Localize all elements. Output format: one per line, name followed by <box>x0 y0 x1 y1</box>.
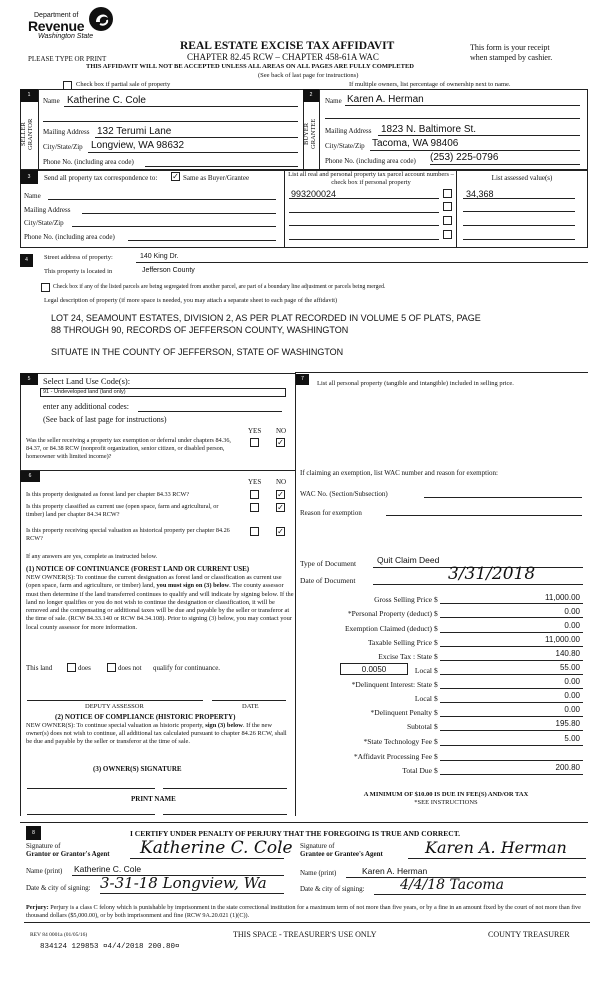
seller-city-line <box>88 152 298 153</box>
buyer-name-field[interactable]: Karen A. Herman <box>347 94 424 105</box>
form-title: REAL ESTATE EXCISE TAX AFFIDAVIT <box>180 40 395 52</box>
yes-header-6: YES <box>248 478 262 486</box>
doc-type-label: Type of Document <box>300 559 357 568</box>
treasurer-stamp: 834124 129853 ¤4/4/2018 200.80¤ <box>40 943 180 951</box>
grantee-sig-label: Signature of Grantee or Grantee's Agent <box>300 842 383 858</box>
wac-field[interactable] <box>424 497 582 498</box>
additional-codes-label: enter any additional codes: <box>43 402 129 411</box>
personal-property-deduct-label: *Personal Property (deduct) <box>347 609 432 618</box>
currency-sign: $ <box>434 708 438 717</box>
amount-line <box>440 674 583 675</box>
seller-mailing-field[interactable]: 132 Terumi Lane <box>97 126 172 137</box>
current-use-question: Is this property classified as current use (open space, farm and agricultural, or timber) land per chapter 84.34 RCW? <box>26 503 219 518</box>
historic-yes-checkbox[interactable] <box>250 527 259 536</box>
taxable-selling-price-value[interactable]: 11,000.00 <box>545 635 580 644</box>
corr-name-label: Name <box>24 192 41 200</box>
corr-mailing-line <box>82 213 276 214</box>
logo-line1: Department of <box>34 12 79 19</box>
amount-line <box>440 730 583 731</box>
buyer-phone-line <box>430 164 580 165</box>
exemption-no-checkbox[interactable]: ✓ <box>277 438 284 447</box>
seller-mailing-label: Mailing Address <box>43 128 90 136</box>
amount-line <box>440 603 583 604</box>
delinquent-interest-local-label: Local <box>414 694 432 703</box>
amount-line <box>440 760 583 761</box>
currency-sign: $ <box>434 737 438 746</box>
grantor-date-city[interactable]: 3-31-18 Longview, Wa <box>100 874 267 892</box>
currency-sign: $ <box>434 766 438 775</box>
forest-no-checkbox[interactable]: ✓ <box>277 490 284 499</box>
notice2-title: (2) NOTICE OF COMPLIANCE (HISTORIC PROPERTY) <box>55 713 236 721</box>
logo-line2: Revenue <box>28 18 85 34</box>
excise-tax-state-label: Excise Tax : State <box>378 652 432 661</box>
deputy-assessor-label: DEPUTY ASSESSOR <box>85 703 144 710</box>
grantor-signature[interactable]: Katherine C. Cole <box>140 838 293 858</box>
reason-field[interactable] <box>386 515 582 516</box>
grantee-print-label: Name (print) <box>300 869 337 877</box>
amount-line <box>440 660 583 661</box>
delinquent-penalty-label: *Delinquent Penalty <box>370 708 432 717</box>
minimum-due-note: A MINIMUM OF $10.00 IS DUE IN FEE(S) AND/OR TAX <box>363 791 529 798</box>
state-technology-fee-value[interactable]: 5.00 <box>564 734 580 743</box>
exemption-question: Was the seller receiving a property tax exemption or deferral under chapters 84.36, 84.37, or 84.38 RCW (nonprofit organization, senior citizen, or disabled person, homeowner with limited income)? <box>26 437 231 460</box>
buyer-city-label: City/State/Zip <box>325 142 365 150</box>
buyer-mailing-field[interactable]: 1823 N. Baltimore St. <box>381 124 477 135</box>
seller-side-label: SELLER GRANTOR <box>20 118 34 150</box>
continuance-does-checkbox[interactable] <box>67 663 76 672</box>
corr-city-line <box>72 226 276 227</box>
current-use-yes-checkbox[interactable] <box>250 503 259 512</box>
assessed-line-2 <box>463 211 575 212</box>
section-2-badge: 2 <box>303 89 319 102</box>
land-use-label: Select Land Use Code(s): <box>43 376 131 386</box>
grantor-sig-label: Signature of Grantor or Grantor's Agent <box>26 842 110 858</box>
additional-codes-line[interactable] <box>138 411 282 412</box>
assessor-date-line[interactable] <box>212 700 286 701</box>
buyer-city-field[interactable]: Tacoma, WA 98406 <box>372 138 459 149</box>
assessor-date-label: DATE <box>242 703 259 710</box>
located-label: This property is located in <box>44 268 113 275</box>
same-as-buyer-label: Same as Buyer/Grantee <box>183 174 250 182</box>
legal-label: Legal description of property (if more space is needed, you may attach a separate sheet to each page of the affidavit) <box>44 297 338 304</box>
logo-line3: Washington State <box>38 33 94 40</box>
see-instructions-note: *SEE INSTRUCTIONS <box>414 799 478 806</box>
buyer-name-label: Name <box>325 97 342 105</box>
currency-sign: $ <box>434 680 438 689</box>
notice1-body: NEW OWNER(S): To continue the current designation as forest land or classification as current use (open space, farm and agriculture, or timber) land, you must sign on (3) below. The county assessor must then determine if the land transferred continues to qualify and will indicate by signing below. If the land no longer qualifies or you do not wish to continue the designation or classification, it will be removed and the compensating or additional taxes will be due and payable by the seller or transferor at the time of sale. (RCW 84.33.140 or RCW 84.34.108). Prior to signing (3) below, you may contact your local county assessor for more information. <box>26 574 294 631</box>
currency-sign: $ <box>434 694 438 703</box>
land-use-see-back: (See back of last page for instructions) <box>43 415 167 424</box>
buyer-name-line <box>345 105 580 106</box>
total-due-value[interactable]: 200.80 <box>555 763 580 772</box>
grantee-date-label: Date & city of signing: <box>300 885 365 893</box>
street-field[interactable]: 140 King Dr. <box>140 253 179 260</box>
section-3-badge: 3 <box>20 170 38 184</box>
section-4-badge: 4 <box>20 254 33 267</box>
local-rate-field[interactable]: 0.0050 <box>340 663 408 675</box>
buyer-city-line <box>370 150 580 151</box>
amount-line <box>440 632 583 633</box>
grantee-signature[interactable]: Karen A. Herman <box>425 838 567 857</box>
perjury-notice: Perjury: Perjury is a class C felony which is punishable by imprisonment in the state correctional institution for a maximum term of not more than five years, or by a fine in an amount fixed by the court of not more than five thousand dollars ($5,000.00), or by both imprisonment and fine (RCW 9A.20.021 (1)(C)). <box>26 904 581 919</box>
exemption-yes-checkbox[interactable] <box>250 438 259 447</box>
continuance-does-not-checkbox[interactable] <box>107 663 116 672</box>
street-label: Street address of property: <box>44 254 113 261</box>
receipt-line2: when stamped by cashier. <box>470 53 553 62</box>
amount-line <box>440 774 583 775</box>
land-use-select[interactable]: 91 - Undeveloped land (land only) <box>40 388 286 397</box>
currency-sign: $ <box>434 609 438 618</box>
corr-mailing-label: Mailing Address <box>24 206 71 214</box>
dor-logo <box>28 6 120 44</box>
receipt-line1: This form is your receipt <box>470 43 550 52</box>
grantee-signature-line <box>408 858 586 859</box>
corr-phone-line <box>128 240 276 241</box>
legal-description-line1[interactable]: LOT 24, SEAMOUNT ESTATES, DIVISION 2, AS PER PLAT RECORDED IN VOLUME 5 OF PLATS, PAGE <box>51 313 481 323</box>
section-1-badge: 1 <box>20 89 38 102</box>
parcel-line-2 <box>289 212 439 213</box>
parcel-personal-checkbox-4[interactable] <box>443 230 452 239</box>
grantor-signature-line <box>130 858 284 859</box>
subtotal-label: Subtotal <box>406 722 432 731</box>
wac-label: WAC No. (Section/Subsection) <box>300 490 388 498</box>
doc-date-field[interactable]: 3/31/2018 <box>448 564 536 584</box>
certify-statement: I CERTIFY UNDER PENALTY OF PERJURY THAT THE FOREGOING IS TRUE AND CORRECT. <box>130 829 461 838</box>
street-line <box>136 262 588 263</box>
notice2-body: NEW OWNER(S): To continue special valuation as historic property, sign (3) below. If the new owner(s) does not wish to continue, all additional tax calculated pursuant to chapter 84.26 RCW, shall be due and payable by the seller or transferor at the time of sale. <box>26 722 287 745</box>
corr-city-label: City/State/Zip <box>24 219 64 227</box>
segregated-checkbox[interactable] <box>41 283 50 292</box>
seller-name-line-2 <box>43 121 298 122</box>
buyer-phone-field[interactable]: (253) 225-0796 <box>430 152 499 163</box>
grantee-date-line <box>374 894 586 895</box>
legal-description-line2[interactable]: 88 THROUGH 90, RECORDS OF JEFFERSON COUNTY, WASHINGTON <box>51 325 349 335</box>
grantor-date-line <box>100 893 284 894</box>
amount-line <box>440 617 583 618</box>
doc-type-field[interactable]: Quit Claim Deed <box>377 555 440 565</box>
print-name-line-1[interactable] <box>27 814 155 815</box>
revision-label: REV 84 0001a (01/05/16) <box>30 932 88 938</box>
amount-line <box>440 646 583 647</box>
currency-sign: $ <box>434 652 438 661</box>
amount-line <box>440 702 583 703</box>
section-7-badge: 7 <box>296 374 309 385</box>
historic-question: Is this property receiving special valuation as historical property per chapter 84.26 RCW? <box>26 527 230 542</box>
excise-tax-local-value[interactable]: 55.00 <box>559 663 580 672</box>
currency-sign: $ <box>434 624 438 633</box>
currency-sign: $ <box>434 752 438 761</box>
parcel-personal-checkbox-2[interactable] <box>443 202 452 211</box>
does-not-label: does not <box>118 664 142 672</box>
buyer-phone-label: Phone No. (including area code) <box>325 157 416 165</box>
top-rule-right <box>295 372 588 373</box>
excise-tax-local-label: Local <box>414 666 432 675</box>
delinquent-interest-state-value[interactable]: 0.00 <box>564 677 580 686</box>
reason-label: Reason for exemption <box>300 509 362 517</box>
deputy-assessor-line[interactable] <box>27 700 203 701</box>
personal-property-label: List all personal property (tangible and intangible) included in selling price. <box>317 380 514 387</box>
parcel-number-1[interactable]: 993200024 <box>291 189 337 199</box>
seller-city-label: City/State/Zip <box>43 143 83 151</box>
divider <box>38 89 39 170</box>
assessed-header: List assessed value(s) <box>491 174 553 182</box>
owner-signature-line-1[interactable] <box>27 788 155 789</box>
grantor-print-label: Name (print) <box>26 867 63 875</box>
doc-date-label: Date of Document <box>300 576 356 585</box>
legal-description-line3[interactable]: SITUATE IN THE COUNTY OF JEFFERSON, STATE OF WASHINGTON <box>51 347 344 357</box>
no-header-6: NO <box>276 478 287 486</box>
exemption-claimed-value[interactable]: 0.00 <box>564 621 580 630</box>
gross-selling-price-label: Gross Selling Price <box>374 595 432 604</box>
seller-city-field[interactable]: Longview, WA 98632 <box>91 140 185 151</box>
county-treasurer-label: COUNTY TREASURER <box>488 930 570 939</box>
divider <box>284 170 285 248</box>
seller-name-field[interactable]: Katherine C. Cole <box>67 95 146 106</box>
state-technology-fee-label: *State Technology Fee <box>363 737 432 746</box>
multiple-owners-note: If multiple owners, list percentage of ownership next to name. <box>349 81 511 88</box>
parcel-personal-checkbox-3[interactable] <box>443 216 452 225</box>
buyer-mailing-label: Mailing Address <box>325 127 372 135</box>
assessed-line-3 <box>463 225 575 226</box>
divider <box>295 373 296 816</box>
affidavit-processing-fee-label: *Affidavit Processing Fee <box>353 752 432 761</box>
forest-yes-checkbox[interactable] <box>250 490 259 499</box>
section-8-badge: 8 <box>26 826 41 840</box>
treasurer-space-label: THIS SPACE - TREASURER'S USE ONLY <box>233 930 377 939</box>
warning-banner: THIS AFFIDAVIT WILL NOT BE ACCEPTED UNLESS ALL AREAS ON ALL PAGES ARE FULLY COMPLETED <box>86 63 414 70</box>
please-type-label: PLEASE TYPE OR PRINT <box>28 55 107 63</box>
does-label: does <box>78 664 91 672</box>
footer-rule <box>24 922 590 923</box>
buyer-name-line-2 <box>325 118 580 119</box>
dor-swirl-icon <box>88 6 114 32</box>
excise-tax-state-value[interactable]: 140.80 <box>555 649 580 658</box>
grantor-date-label: Date & city of signing: <box>26 884 91 892</box>
same-as-buyer-checkbox[interactable]: ✓ <box>172 172 179 181</box>
subtotal-value[interactable]: 195.80 <box>555 719 580 728</box>
total-due-label: Total Due <box>402 766 432 775</box>
section-6-badge: 6 <box>20 471 40 482</box>
doc-date-line <box>373 584 583 585</box>
grantee-print-field[interactable]: Karen A. Herman <box>362 866 428 876</box>
delinquent-penalty-value[interactable]: 0.00 <box>564 705 580 714</box>
yes-header-5: YES <box>248 427 262 435</box>
owner-signature-line-2[interactable] <box>163 788 287 789</box>
seller-mailing-line <box>95 137 298 138</box>
form-chapter: CHAPTER 82.45 RCW – CHAPTER 458-61A WAC <box>187 52 379 62</box>
seller-name-line <box>64 106 298 107</box>
seller-name-label: Name <box>43 97 60 105</box>
owner-signature-title: (3) OWNER(S) SIGNATURE <box>93 765 182 773</box>
section-5-6-rule <box>20 470 296 471</box>
delinquent-interest-local-value[interactable]: 0.00 <box>564 691 580 700</box>
print-name-title: PRINT NAME <box>131 795 176 803</box>
correspondence-label: Send all property tax correspondence to: <box>44 174 158 182</box>
taxable-selling-price-label: Taxable Selling Price <box>367 638 432 647</box>
no-header-5: NO <box>276 427 287 435</box>
section-8-rule <box>20 822 588 823</box>
exemption-claim-label: If claiming an exemption, list WAC number and reason for exemption: <box>300 469 498 477</box>
section-5-badge: 5 <box>20 373 38 385</box>
seller-phone-line <box>145 166 298 167</box>
corr-phone-label: Phone No. (including area code) <box>24 233 115 241</box>
buyer-side-label: BUYER GRANTEE <box>303 118 317 150</box>
grantee-date-city[interactable]: 4/4/18 Tacoma <box>400 877 505 893</box>
currency-sign: $ <box>434 638 438 647</box>
delinquent-interest-state-label: *Delinquent Interest: State <box>351 680 432 689</box>
amount-line <box>440 688 583 689</box>
parcel-header: List all real and personal property tax parcel account numbers – check box if personal property <box>288 171 454 186</box>
see-back-note: (See back of last page for instructions) <box>258 72 359 79</box>
historic-no-checkbox[interactable]: ✓ <box>277 527 284 536</box>
currency-sign: $ <box>434 595 438 604</box>
partial-sale-label: Check box if partial sale of property <box>76 81 171 88</box>
amount-line <box>440 745 583 746</box>
gross-selling-price-value[interactable]: 11,000.00 <box>545 593 580 602</box>
currency-sign: $ <box>434 666 438 675</box>
currency-sign: $ <box>434 722 438 731</box>
corr-name-line <box>48 199 276 200</box>
segregated-label: Check box if any of the listed parcels are being segregated from another parcel, are part of a boundary line adjustment or parcels being merged. <box>53 284 386 290</box>
amount-line <box>440 716 583 717</box>
grantor-print-field[interactable]: Katherine C. Cole <box>74 864 142 874</box>
divider <box>456 170 457 248</box>
qualify-label: qualify for continuance. <box>153 664 221 672</box>
personal-property-deduct-value[interactable]: 0.00 <box>564 607 580 616</box>
assessed-line-4 <box>463 239 575 240</box>
notice1-title: (1) NOTICE OF CONTINUANCE (FOREST LAND OR CURRENT USE) <box>26 565 250 573</box>
this-land-label: This land <box>26 664 53 672</box>
forest-question: Is this property designated as forest land per chapter 84.33 RCW? <box>26 491 190 498</box>
parcel-line-3 <box>289 225 439 226</box>
assessed-value-1[interactable]: 34,368 <box>466 189 494 199</box>
parcel-line-4 <box>289 239 439 240</box>
current-use-no-checkbox[interactable]: ✓ <box>277 503 284 512</box>
if-yes-note: If any answers are yes, complete as instructed below. <box>26 553 158 560</box>
divider <box>319 89 320 170</box>
located-field[interactable]: Jefferson County <box>142 267 195 274</box>
seller-phone-label: Phone No. (including area code) <box>43 158 134 166</box>
exemption-claimed-label: Exemption Claimed (deduct) <box>344 624 432 633</box>
buyer-mailing-line <box>378 135 580 136</box>
print-name-line-2[interactable] <box>163 814 287 815</box>
parcel-personal-checkbox-1[interactable] <box>443 189 452 198</box>
